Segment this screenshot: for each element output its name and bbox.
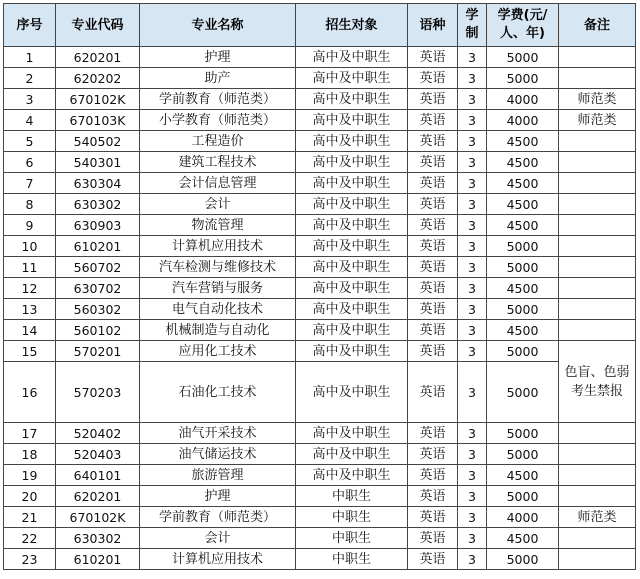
- seq-cell: 20: [4, 486, 56, 507]
- name-cell: 会计信息管理: [140, 173, 296, 194]
- code-cell: 670103K: [56, 110, 140, 131]
- fee-cell: 4500: [487, 131, 559, 152]
- years-cell: 3: [458, 236, 487, 257]
- header-note: 备注: [559, 4, 636, 47]
- target-cell: 高中及中职生: [296, 320, 408, 341]
- years-cell: 3: [458, 507, 487, 528]
- target-cell: 高中及中职生: [296, 215, 408, 236]
- name-cell: 会计: [140, 528, 296, 549]
- note-cell: [559, 236, 636, 257]
- target-cell: 高中及中职生: [296, 68, 408, 89]
- language-cell: 英语: [408, 486, 458, 507]
- code-cell: 560302: [56, 299, 140, 320]
- seq-cell: 5: [4, 131, 56, 152]
- fee-cell: 4500: [487, 320, 559, 341]
- language-cell: 英语: [408, 507, 458, 528]
- language-cell: 英语: [408, 47, 458, 68]
- fee-cell: 5000: [487, 341, 559, 362]
- years-cell: 3: [458, 152, 487, 173]
- target-cell: 高中及中职生: [296, 194, 408, 215]
- header-code: 专业代码: [56, 4, 140, 47]
- years-cell: 3: [458, 528, 487, 549]
- name-cell: 旅游管理: [140, 465, 296, 486]
- target-cell: 高中及中职生: [296, 465, 408, 486]
- code-cell: 670102K: [56, 507, 140, 528]
- note-cell: [559, 47, 636, 68]
- language-cell: 英语: [408, 423, 458, 444]
- language-cell: 英语: [408, 89, 458, 110]
- table-row: [4, 215, 636, 236]
- note-cell: [559, 173, 636, 194]
- note-cell: [559, 423, 636, 444]
- seq-cell: 23: [4, 549, 56, 570]
- name-cell: 物流管理: [140, 215, 296, 236]
- table-row: [4, 257, 636, 278]
- language-cell: 英语: [408, 110, 458, 131]
- language-cell: 英语: [408, 215, 458, 236]
- name-cell: 小学教育（师范类）: [140, 110, 296, 131]
- note-cell: [559, 68, 636, 89]
- table-row: [4, 299, 636, 320]
- note-cell: [559, 299, 636, 320]
- header-name: 专业名称: [140, 4, 296, 47]
- target-cell: 高中及中职生: [296, 173, 408, 194]
- code-cell: 620201: [56, 47, 140, 68]
- language-cell: 英语: [408, 173, 458, 194]
- target-cell: 中职生: [296, 549, 408, 570]
- table-row: [4, 236, 636, 257]
- seq-cell: 16: [4, 362, 56, 423]
- language-cell: 英语: [408, 68, 458, 89]
- name-cell: 助产: [140, 68, 296, 89]
- name-cell: 油气储运技术: [140, 444, 296, 465]
- seq-cell: 4: [4, 110, 56, 131]
- code-cell: 630304: [56, 173, 140, 194]
- language-cell: 英语: [408, 278, 458, 299]
- language-cell: 英语: [408, 131, 458, 152]
- code-cell: 560102: [56, 320, 140, 341]
- target-cell: 高中及中职生: [296, 444, 408, 465]
- code-cell: 670102K: [56, 89, 140, 110]
- target-cell: 高中及中职生: [296, 423, 408, 444]
- name-cell: 护理: [140, 47, 296, 68]
- table-row: [4, 47, 636, 68]
- years-cell: 3: [458, 341, 487, 362]
- seq-cell: 22: [4, 528, 56, 549]
- table-row: [4, 444, 636, 465]
- years-cell: 3: [458, 131, 487, 152]
- header-row: [4, 4, 636, 47]
- table-row: [4, 131, 636, 152]
- table-row: [4, 528, 636, 549]
- name-cell: 学前教育（师范类）: [140, 507, 296, 528]
- header-fee: 学费(元/人、年): [487, 4, 559, 47]
- table-row: [4, 194, 636, 215]
- name-cell: 护理: [140, 486, 296, 507]
- note-cell: 师范类: [559, 89, 636, 110]
- years-cell: 3: [458, 68, 487, 89]
- note-cell: [559, 528, 636, 549]
- table-row: [4, 278, 636, 299]
- fee-cell: 4000: [487, 110, 559, 131]
- target-cell: 高中及中职生: [296, 110, 408, 131]
- years-cell: 3: [458, 299, 487, 320]
- fee-cell: 4500: [487, 152, 559, 173]
- name-cell: 石油化工技术: [140, 362, 296, 423]
- code-cell: 630302: [56, 528, 140, 549]
- language-cell: 英语: [408, 299, 458, 320]
- target-cell: 高中及中职生: [296, 278, 408, 299]
- target-cell: 中职生: [296, 507, 408, 528]
- seq-cell: 11: [4, 257, 56, 278]
- fee-cell: 4500: [487, 194, 559, 215]
- table-row: [4, 320, 636, 341]
- majors-table: [3, 3, 636, 570]
- seq-cell: 6: [4, 152, 56, 173]
- years-cell: 3: [458, 465, 487, 486]
- code-cell: 540502: [56, 131, 140, 152]
- seq-cell: 3: [4, 89, 56, 110]
- seq-cell: 15: [4, 341, 56, 362]
- note-cell: [559, 278, 636, 299]
- table-body: [4, 47, 636, 570]
- name-cell: 计算机应用技术: [140, 549, 296, 570]
- code-cell: 520402: [56, 423, 140, 444]
- target-cell: 高中及中职生: [296, 47, 408, 68]
- fee-cell: 5000: [487, 299, 559, 320]
- seq-cell: 9: [4, 215, 56, 236]
- fee-cell: 5000: [487, 47, 559, 68]
- name-cell: 会计: [140, 194, 296, 215]
- language-cell: 英语: [408, 465, 458, 486]
- note-cell: [559, 257, 636, 278]
- fee-cell: 5000: [487, 236, 559, 257]
- years-cell: 3: [458, 47, 487, 68]
- seq-cell: 1: [4, 47, 56, 68]
- name-cell: 机械制造与自动化: [140, 320, 296, 341]
- years-cell: 3: [458, 89, 487, 110]
- table-row: [4, 465, 636, 486]
- seq-cell: 18: [4, 444, 56, 465]
- header-language: 语种: [408, 4, 458, 47]
- language-cell: 英语: [408, 152, 458, 173]
- code-cell: 630302: [56, 194, 140, 215]
- name-cell: 工程造价: [140, 131, 296, 152]
- language-cell: 英语: [408, 236, 458, 257]
- fee-cell: 4000: [487, 507, 559, 528]
- code-cell: 570203: [56, 362, 140, 423]
- note-cell: [559, 152, 636, 173]
- years-cell: 3: [458, 278, 487, 299]
- fee-cell: 4500: [487, 278, 559, 299]
- table-row: [4, 486, 636, 507]
- seq-cell: 17: [4, 423, 56, 444]
- table-row: [4, 341, 636, 362]
- fee-cell: 4500: [487, 173, 559, 194]
- code-cell: 520403: [56, 444, 140, 465]
- name-cell: 应用化工技术: [140, 341, 296, 362]
- name-cell: 学前教育（师范类）: [140, 89, 296, 110]
- fee-cell: 5000: [487, 362, 559, 423]
- table-row: [4, 110, 636, 131]
- target-cell: 高中及中职生: [296, 362, 408, 423]
- fee-cell: 5000: [487, 257, 559, 278]
- target-cell: 高中及中职生: [296, 236, 408, 257]
- fee-cell: 5000: [487, 423, 559, 444]
- language-cell: 英语: [408, 362, 458, 423]
- seq-cell: 12: [4, 278, 56, 299]
- table-row: [4, 89, 636, 110]
- fee-cell: 5000: [487, 444, 559, 465]
- years-cell: 3: [458, 215, 487, 236]
- fee-cell: 5000: [487, 486, 559, 507]
- code-cell: 540301: [56, 152, 140, 173]
- name-cell: 计算机应用技术: [140, 236, 296, 257]
- years-cell: 3: [458, 486, 487, 507]
- note-cell: [559, 444, 636, 465]
- seq-cell: 8: [4, 194, 56, 215]
- code-cell: 640101: [56, 465, 140, 486]
- target-cell: 高中及中职生: [296, 89, 408, 110]
- code-cell: 570201: [56, 341, 140, 362]
- seq-cell: 14: [4, 320, 56, 341]
- seq-cell: 13: [4, 299, 56, 320]
- fee-cell: 5000: [487, 68, 559, 89]
- years-cell: 3: [458, 173, 487, 194]
- note-cell: [559, 215, 636, 236]
- name-cell: 电气自动化技术: [140, 299, 296, 320]
- note-cell: [559, 486, 636, 507]
- seq-cell: 7: [4, 173, 56, 194]
- table-row: [4, 68, 636, 89]
- name-cell: 汽车营销与服务: [140, 278, 296, 299]
- code-cell: 630702: [56, 278, 140, 299]
- table-row: [4, 549, 636, 570]
- name-cell: 油气开采技术: [140, 423, 296, 444]
- code-cell: 630903: [56, 215, 140, 236]
- target-cell: 中职生: [296, 486, 408, 507]
- target-cell: 中职生: [296, 528, 408, 549]
- note-cell: [559, 320, 636, 341]
- name-cell: 建筑工程技术: [140, 152, 296, 173]
- note-cell: 师范类: [559, 507, 636, 528]
- language-cell: 英语: [408, 341, 458, 362]
- note-cell: [559, 549, 636, 570]
- header-seq: 序号: [4, 4, 56, 47]
- note-cell: 师范类: [559, 110, 636, 131]
- majors-table-container: [3, 3, 636, 570]
- language-cell: 英语: [408, 320, 458, 341]
- years-cell: 3: [458, 423, 487, 444]
- name-cell: 汽车检测与维修技术: [140, 257, 296, 278]
- years-cell: 3: [458, 320, 487, 341]
- seq-cell: 2: [4, 68, 56, 89]
- note-cell: [559, 194, 636, 215]
- code-cell: 560702: [56, 257, 140, 278]
- years-cell: 3: [458, 444, 487, 465]
- target-cell: 高中及中职生: [296, 152, 408, 173]
- table-row: [4, 152, 636, 173]
- language-cell: 英语: [408, 528, 458, 549]
- note-cell: 色盲、色弱考生禁报: [559, 341, 636, 423]
- header-years: 学制: [458, 4, 487, 47]
- years-cell: 3: [458, 194, 487, 215]
- years-cell: 3: [458, 362, 487, 423]
- fee-cell: 4500: [487, 528, 559, 549]
- target-cell: 高中及中职生: [296, 257, 408, 278]
- fee-cell: 4500: [487, 465, 559, 486]
- code-cell: 610201: [56, 549, 140, 570]
- language-cell: 英语: [408, 549, 458, 570]
- note-cell: [559, 465, 636, 486]
- seq-cell: 21: [4, 507, 56, 528]
- fee-cell: 4000: [487, 89, 559, 110]
- seq-cell: 10: [4, 236, 56, 257]
- code-cell: 620202: [56, 68, 140, 89]
- code-cell: 620201: [56, 486, 140, 507]
- years-cell: 3: [458, 549, 487, 570]
- table-row: [4, 173, 636, 194]
- years-cell: 3: [458, 110, 487, 131]
- fee-cell: 5000: [487, 549, 559, 570]
- code-cell: 610201: [56, 236, 140, 257]
- target-cell: 高中及中职生: [296, 341, 408, 362]
- table-row: [4, 507, 636, 528]
- target-cell: 高中及中职生: [296, 299, 408, 320]
- years-cell: 3: [458, 257, 487, 278]
- language-cell: 英语: [408, 194, 458, 215]
- header-target: 招生对象: [296, 4, 408, 47]
- table-row: [4, 362, 636, 423]
- language-cell: 英语: [408, 444, 458, 465]
- note-cell: [559, 131, 636, 152]
- table-row: [4, 423, 636, 444]
- seq-cell: 19: [4, 465, 56, 486]
- language-cell: 英语: [408, 257, 458, 278]
- fee-cell: 4500: [487, 215, 559, 236]
- target-cell: 高中及中职生: [296, 131, 408, 152]
